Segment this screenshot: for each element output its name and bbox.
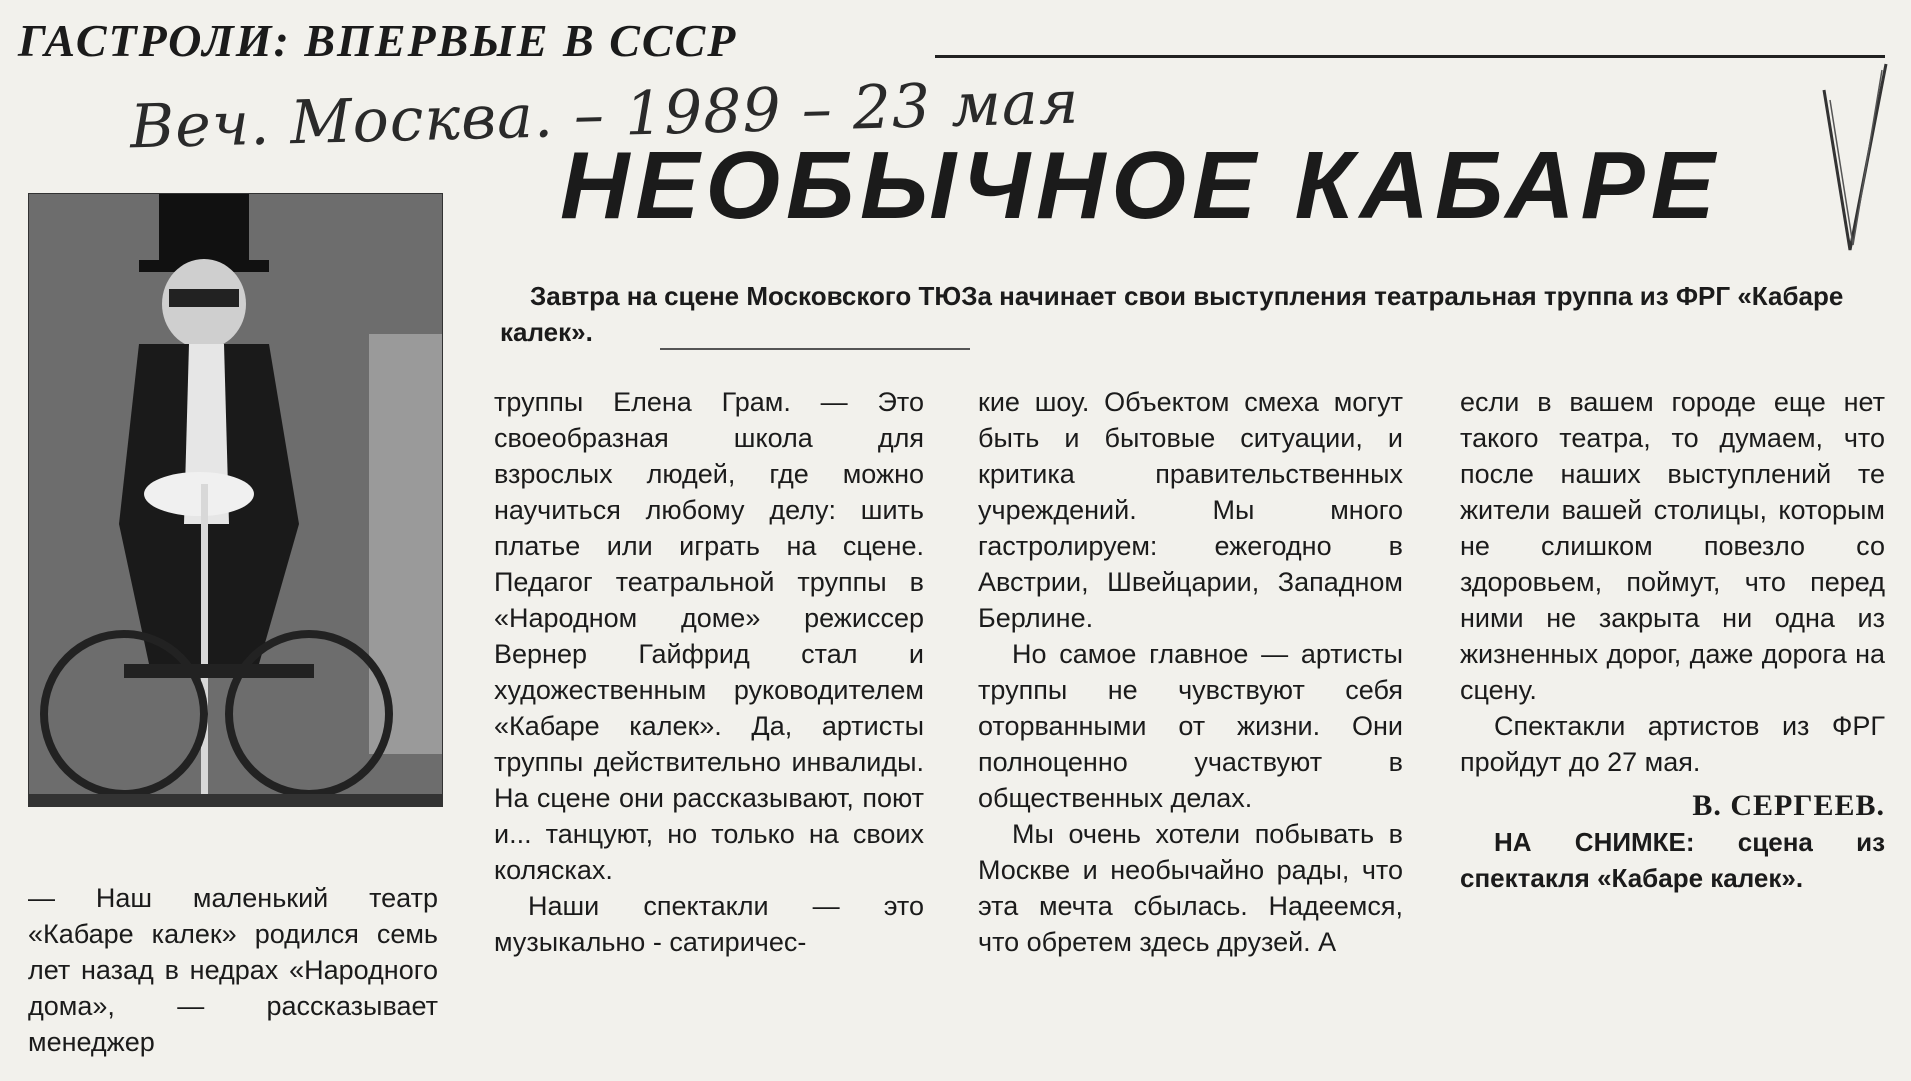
column-3 xyxy=(978,384,1403,960)
paragraph: если в вашем городе еще нет такого театра, то думаем, что после наших выступлений те жители вашей столицы, которым не слишком повезло со здоровьем, поймут, что перед ними не закрыта ни одна из жизненных дорог, даже дорога на сцену. xyxy=(1460,387,1885,705)
paragraph: Мы очень хотели побывать в Москве и необычайно рады, что эта мечта сбылась. Надеемся, что обретем здесь друзей. А xyxy=(978,819,1403,957)
rubric-heading: ГАСТРОЛИ: ВПЕРВЫЕ В СССР xyxy=(18,15,738,66)
paragraph: кие шоу. Объектом смеха могут быть и бытовые ситуации, и критика правительственных учреждений. Мы много гастролируем: ежегодно в Австрии, Швейцарии, Западном Берлине. xyxy=(978,387,1403,633)
check-mark-icon xyxy=(1820,60,1890,260)
paragraph: — Наш маленький театр «Кабаре калек» родился семь лет назад в недрах «Народного дома», — рассказывает менеджер xyxy=(28,883,438,1057)
column-2 xyxy=(494,384,924,960)
handwritten-note: Веч. Москва. – 1989 – 23 мая xyxy=(129,67,1081,163)
rubric-divider xyxy=(935,55,1885,58)
column-1 xyxy=(28,880,438,1060)
paragraph: труппы Елена Грам. — Это своеобразная школа для взрослых людей, где можно научиться любому делу: шить платье или играть на сцене. Педагог театральной труппы в «Народном доме» режиссер Вернер Гайфрид стал и художественным руководителем «Кабаре калек». Да, артисты труппы действительно инвалиды. На сцене они рассказывают, поют и... танцуют, но только на своих колясках. xyxy=(494,387,924,885)
paragraph: Наши спектакли — это музыкально - сатиричес- xyxy=(494,891,924,957)
paragraph: Но самое главное — артисты труппы не чувствуют себя оторванными от жизни. Они полноценно участвуют в общественных делах. xyxy=(978,639,1403,813)
article-headline: НЕОБЫЧНОЕ КАБАРЕ xyxy=(560,132,1721,239)
performance-photo xyxy=(28,193,443,807)
photo-caption: НА СНИМКЕ: сцена из спектакля «Кабаре калек». xyxy=(1460,827,1885,893)
column-4 xyxy=(1460,384,1885,896)
article-lead: Завтра на сцене Московского ТЮЗа начинает свои выступления театральная труппа из ФРГ «Кабаре калек». xyxy=(500,281,1844,347)
lead-underline xyxy=(660,348,970,350)
author-signature: В. СЕРГЕЕВ. xyxy=(1692,789,1885,822)
paragraph: Спектакли артистов из ФРГ пройдут до 27 мая. xyxy=(1460,711,1885,777)
